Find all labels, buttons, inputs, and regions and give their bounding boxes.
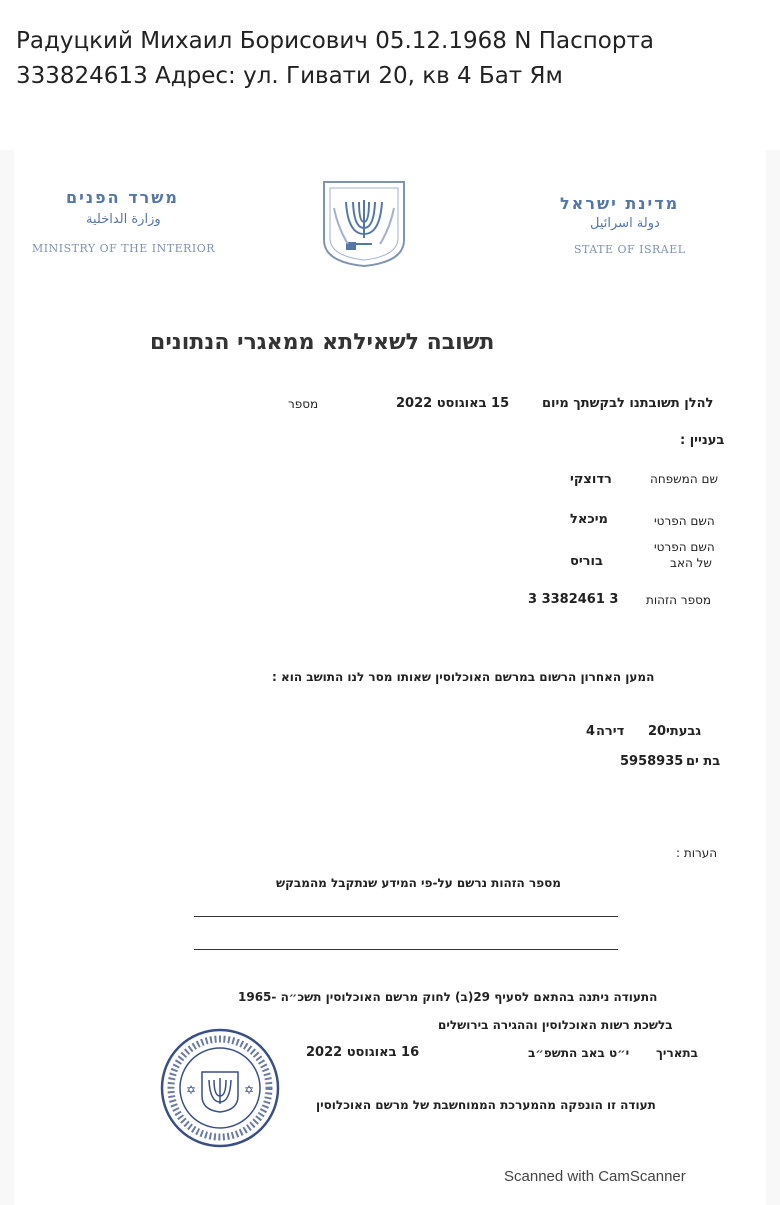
legal-line-1: התעודה ניתנה בהתאם לסעיף 29(ב) לחוק מרשם האוכלוסין תשכ״ה -1965 [238, 990, 658, 1004]
notes-text: מספר הזהות נרשם על-פי המידע שנתקבל מהמבקש [276, 876, 561, 890]
family-name-label: שם המשפחה [650, 472, 718, 486]
notes-rule-1 [194, 916, 618, 917]
address-intro: המען האחרון הרשום במרשם האוכלוסין שאותו מסר לנו התושב הוא : [272, 670, 655, 684]
scanned-document [0, 150, 780, 1205]
notes-label: הערות : [676, 846, 718, 860]
father-name-label-line2: של האב [670, 556, 712, 570]
request-intro: להלן תשובתנו לבקשתך מיום [542, 396, 714, 411]
first-name-label: השם הפרטי [654, 514, 715, 528]
father-name-value: בוריס [570, 554, 603, 569]
document-title: תשובה לשאילתא ממאגרי הנתונים [150, 330, 495, 355]
legal-hebrew-date: י״ט באב התשפ״ב [528, 1046, 630, 1060]
legal-date-label: בתאריך [656, 1046, 698, 1060]
ministry-name-arabic: وزارة الداخلية [86, 212, 161, 227]
address-apt-label: דירה [596, 724, 625, 739]
id-number-value: 3 3382461 3 [528, 592, 619, 607]
svg-text:✡: ✡ [244, 1083, 255, 1097]
father-name-label-line1: השם הפרטי [654, 540, 715, 554]
document-page [14, 150, 766, 1205]
caption-block [0, 0, 780, 150]
notes-rule-2 [194, 949, 618, 950]
caption-line-1: Радуцкий Михаил Борисович 05.12.1968 N Паспорта [16, 28, 654, 54]
official-stamp-icon [158, 1026, 282, 1150]
state-name-hebrew: מדינת ישראל [560, 194, 680, 213]
svg-text:✡: ✡ [186, 1083, 197, 1097]
first-name-value: מיכאל [570, 512, 608, 527]
request-date: 15 באוגוסט 2022 [396, 396, 510, 411]
address-street: גבעתי [666, 724, 702, 739]
legal-line-2: בלשכת רשות האוכלוסין וההגירה בירושלים [438, 1018, 673, 1032]
state-name-english: STATE OF ISRAEL [574, 243, 686, 256]
caption-line-2: 333824613 Адрес: ул. Гивати 20, кв 4 Бат Ям [16, 63, 563, 89]
address-apt-number: 4 [586, 724, 596, 739]
subject-label: בעניין : [680, 433, 725, 448]
family-name-value: רדוצקי [570, 472, 612, 487]
legal-date: 16 באוגוסט 2022 [306, 1045, 420, 1060]
address-city: בת ים [686, 754, 721, 769]
ministry-name-hebrew: משרד הפנים [66, 188, 179, 207]
request-number-label: מספר [288, 397, 319, 411]
id-number-label: מספר הזהות [646, 593, 712, 607]
legal-issued-by: תעודה זו הונפקה מהמערכת הממוחשבת של מרשם האוכלוסין [316, 1098, 656, 1112]
state-name-arabic: دولة اسرائيل [590, 216, 660, 231]
address-house-number: 20 [648, 724, 667, 739]
address-zip: 5958935 [620, 754, 684, 769]
camscanner-footer: Scanned with CamScanner [504, 1168, 686, 1185]
state-emblem-icon [318, 178, 410, 268]
ministry-name-english: MINISTRY OF THE INTERIOR [32, 242, 216, 255]
